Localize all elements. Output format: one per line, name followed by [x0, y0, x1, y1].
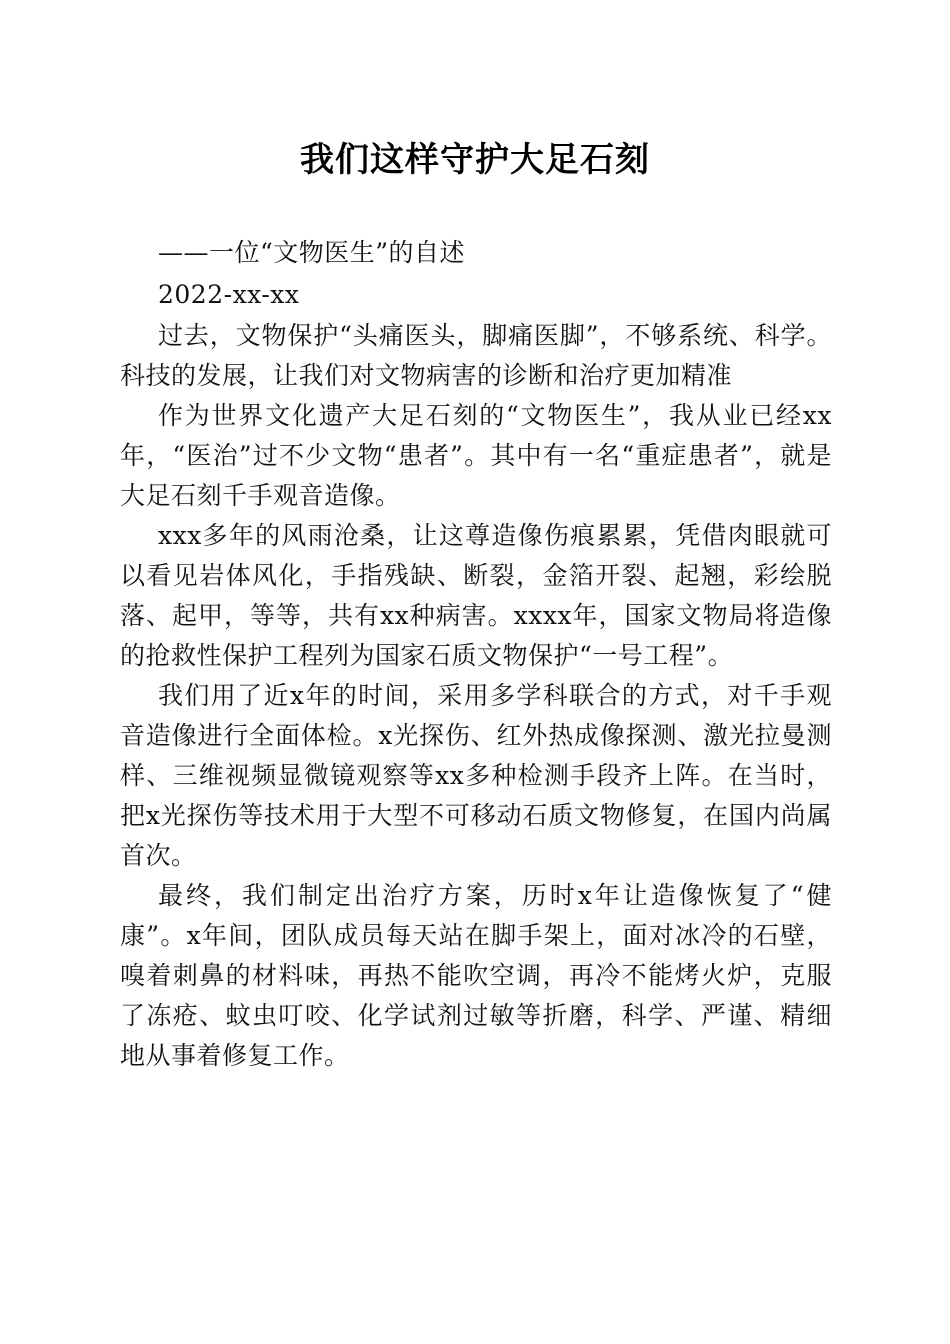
paragraph: 过去，文物保护“头痛医头，脚痛医脚”，不够系统、科学。科技的发展，让我们对文物病害的诊断和治疗更加精准	[120, 321, 832, 390]
paragraph: 最终，我们制定出治疗方案，历时x年让造像恢复了“健康”。x年间，团队成员每天站在脚手架上，面对冰冷的石壁，嗅着刺鼻的材料味，再热不能吹空调，再冷不能烤火炉，克服了冻疮、蚊虫叮咬、化学试剂过敏等折磨，科学、严谨、精细地从事着修复工作。	[120, 881, 832, 1070]
document-title: 我们这样守护大足石刻	[300, 140, 650, 180]
document-body	[120, 232, 832, 1076]
document-date: 2022-xx-xx	[158, 280, 300, 309]
paragraph: 我们用了近x年的时间，采用多学科联合的方式，对千手观音造像进行全面体检。x光探伤、红外热成像探测、激光拉曼测样、三维视频显微镜观察等xx多种检测手段齐上阵。在当时，把x光探伤等技术用于大型不可移动石质文物修复，在国内尚属首次。	[120, 681, 832, 870]
paragraph: 作为世界文化遗产大足石刻的“文物医生”，我从业已经xx年，“医治”过不少文物“患者”。其中有一名“重症患者”，就是大足石刻千手观音造像。	[120, 401, 832, 510]
document-subtitle: ——一位“文物医生”的自述	[158, 238, 466, 267]
paragraph: xxx多年的风雨沧桑，让这尊造像伤痕累累，凭借肉眼就可以看见岩体风化，手指残缺、断裂，金箔开裂、起翘，彩绘脱落、起甲，等等，共有xx种病害。xxxx年，国家文物局将造像的抢救性保护工程列为国家石质文物保护“一号工程”。	[120, 521, 832, 670]
